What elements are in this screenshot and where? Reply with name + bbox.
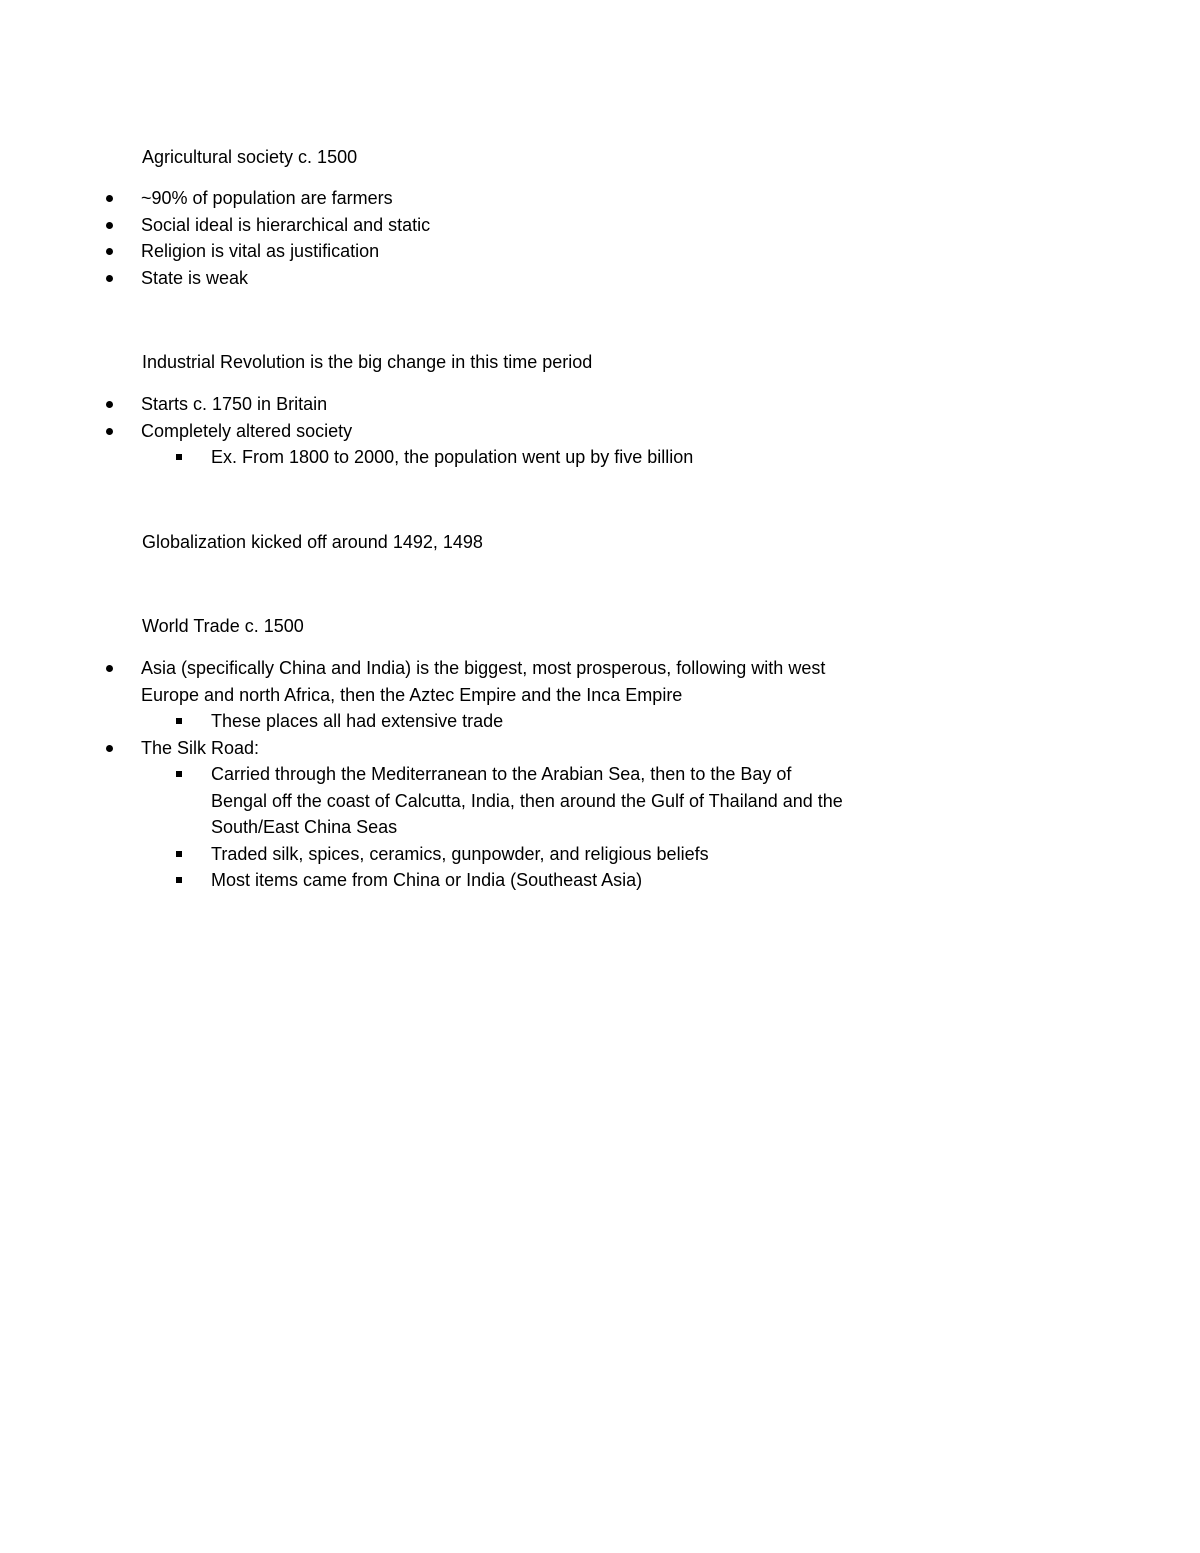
bullet-square-icon [176, 718, 182, 724]
list-agricultural [0, 185, 430, 291]
bullet-dot-icon [106, 428, 113, 435]
list-item: Religion is vital as justification [0, 238, 430, 265]
list-subitem: These places all had extensive trade [0, 708, 843, 735]
list-item: Starts c. 1750 in Britain [0, 391, 693, 418]
bullet-dot-icon [106, 275, 113, 282]
bullet-square-icon [176, 851, 182, 857]
heading-globalization: Globalization kicked off around 1492, 1498 [142, 532, 483, 552]
list-subitem: Ex. From 1800 to 2000, the population went up by five billion [0, 444, 693, 471]
bullet-square-icon [176, 771, 182, 777]
list-subitem: Most items came from China or India (Southeast Asia) [0, 867, 843, 894]
bullet-dot-icon [106, 248, 113, 255]
heading-world-trade: World Trade c. 1500 [142, 616, 304, 636]
bullet-dot-icon [106, 745, 113, 752]
list-industrial [0, 391, 693, 471]
bullet-dot-icon [106, 401, 113, 408]
list-subitem: Carried through the Mediterranean to the Arabian Sea, then to the Bay of Bengal off the coast of Calcutta, India, then around the Gulf of Thailand and the South/East China Seas [0, 761, 843, 841]
bullet-dot-icon [106, 665, 113, 672]
list-item: Completely altered society [0, 418, 693, 445]
list-item: Asia (specifically China and India) is the biggest, most prosperous, following with west Europe and north Africa, then the Aztec Empire and the Inca Empire [0, 655, 843, 708]
heading-industrial-revolution: Industrial Revolution is the big change in this time period [142, 352, 593, 372]
bullet-dot-icon [106, 222, 113, 229]
list-item: The Silk Road: [0, 735, 843, 762]
list-item: ~90% of population are farmers [0, 185, 430, 212]
bullet-square-icon [176, 454, 182, 460]
list-item: Social ideal is hierarchical and static [0, 212, 430, 239]
list-item: State is weak [0, 265, 430, 292]
bullet-square-icon [176, 877, 182, 883]
heading-agricultural-society: Agricultural society c. 1500 [142, 147, 358, 167]
list-subitem: Traded silk, spices, ceramics, gunpowder, and religious beliefs [0, 841, 843, 868]
list-world-trade [0, 655, 843, 894]
bullet-dot-icon [106, 195, 113, 202]
